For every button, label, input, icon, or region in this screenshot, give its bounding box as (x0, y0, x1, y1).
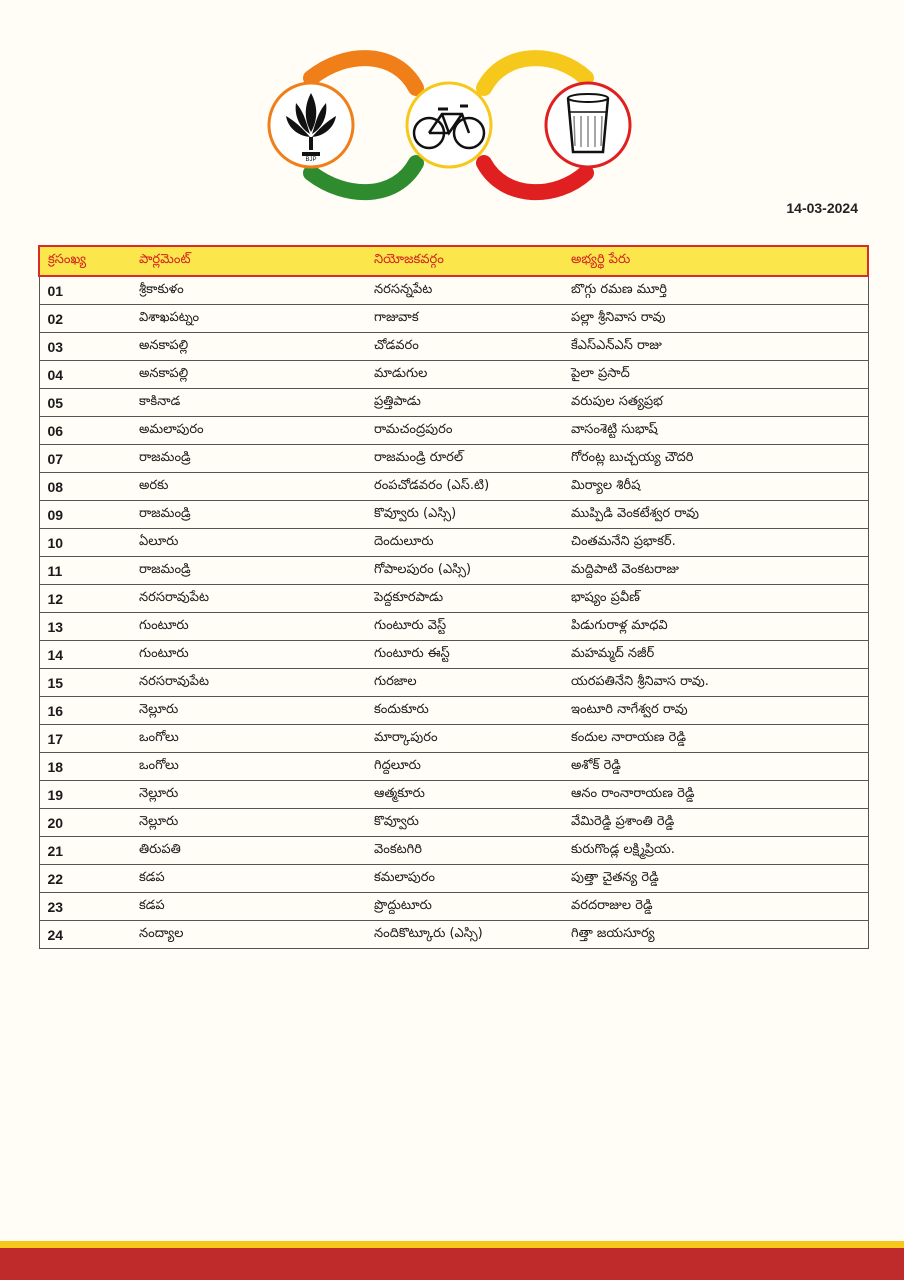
cell-candidate-name: వాసంశెట్టి సుభాష్ (563, 417, 868, 445)
table-row (39, 557, 868, 585)
cell-candidate-name: పైలా ప్రసాద్ (563, 361, 868, 389)
cell-candidate-name: బొగ్గు రమణ మూర్తి (563, 276, 868, 305)
cell-parliament: శ్రీకాకుళం (131, 276, 366, 305)
cell-parliament: నెల్లూరు (131, 697, 366, 725)
table-row (39, 276, 868, 305)
cell-parliament: నరసరావుపేట (131, 669, 366, 697)
cell-candidate-name: భాష్యం ప్రవీణ్ (563, 585, 868, 613)
cell-serial-number: 09 (39, 501, 131, 529)
cell-candidate-name: పిడుగురాళ్ల మాధవి (563, 613, 868, 641)
table-row (39, 305, 868, 333)
cell-parliament: నెల్లూరు (131, 809, 366, 837)
table-row (39, 585, 868, 613)
cell-constituency: గాజువాక (366, 305, 563, 333)
cell-candidate-name: ఆనం రాంనారాయణ రెడ్డి (563, 781, 868, 809)
cell-parliament: అరకు (131, 473, 366, 501)
table-row (39, 529, 868, 557)
table-row (39, 809, 868, 837)
cell-constituency: మాడుగుల (366, 361, 563, 389)
cell-constituency: కొవ్వూరు (366, 809, 563, 837)
cell-candidate-name: వేమిరెడ్డి ప్రశాంతి రెడ్డి (563, 809, 868, 837)
cell-parliament: గుంటూరు (131, 613, 366, 641)
cell-parliament: రాజమండ్రి (131, 557, 366, 585)
cell-parliament: రాజమండ్రి (131, 501, 366, 529)
cell-serial-number: 15 (39, 669, 131, 697)
table-row (39, 501, 868, 529)
cell-parliament: అనకాపల్లి (131, 333, 366, 361)
cell-serial-number: 13 (39, 613, 131, 641)
cell-serial-number: 18 (39, 753, 131, 781)
table-row (39, 613, 868, 641)
cell-candidate-name: వరదరాజుల రెడ్డి (563, 893, 868, 921)
cell-serial-number: 05 (39, 389, 131, 417)
table-row (39, 921, 868, 949)
cell-candidate-name: అశోక్ రెడ్డి (563, 753, 868, 781)
cell-parliament: కాకినాడ (131, 389, 366, 417)
table-row (39, 333, 868, 361)
cell-constituency: కమలాపురం (366, 865, 563, 893)
cell-parliament: ఒంగోలు (131, 753, 366, 781)
table-row (39, 641, 868, 669)
cell-constituency: వెంకటగిరి (366, 837, 563, 865)
cell-serial-number: 04 (39, 361, 131, 389)
cell-candidate-name: వరుపుల సత్యప్రభ (563, 389, 868, 417)
table-row (39, 445, 868, 473)
cell-parliament: ఒంగోలు (131, 725, 366, 753)
header-candidate-name: అభ్యర్థి పేరు (563, 246, 868, 276)
candidate-table (38, 245, 869, 949)
cell-candidate-name: కేఎస్ఎన్ఎస్ రాజు (563, 333, 868, 361)
cell-serial-number: 21 (39, 837, 131, 865)
cell-constituency: రంపచోడవరం (ఎస్.టి) (366, 473, 563, 501)
cell-constituency: ప్రొద్దుటూరు (366, 893, 563, 921)
footer-band-red (0, 1248, 904, 1280)
cell-constituency: గుంటూరు వెస్ట్ (366, 613, 563, 641)
table-row (39, 361, 868, 389)
table-row (39, 697, 868, 725)
cell-serial-number: 02 (39, 305, 131, 333)
cell-candidate-name: కురుగొండ్ల లక్ష్మిప్రియ. (563, 837, 868, 865)
cell-serial-number: 22 (39, 865, 131, 893)
table-row (39, 669, 868, 697)
cell-candidate-name: మద్దిపాటి వెంకటరాజు (563, 557, 868, 585)
cell-candidate-name: పల్లా శ్రీనివాస రావు (563, 305, 868, 333)
table-header-row (39, 246, 868, 276)
bjp-caption: BJP (305, 157, 317, 163)
header-serial-number: క్రసంఖ్య (39, 246, 131, 276)
cell-constituency: దెందులూరు (366, 529, 563, 557)
table-row (39, 473, 868, 501)
cell-parliament: నరసరావుపేట (131, 585, 366, 613)
cell-parliament: తిరుపతి (131, 837, 366, 865)
cell-parliament: కడప (131, 893, 366, 921)
table-row (39, 893, 868, 921)
cell-candidate-name: యరపతినేని శ్రీనివాస రావు. (563, 669, 868, 697)
cell-constituency: నందికొట్కూరు (ఎస్సి) (366, 921, 563, 949)
cell-serial-number: 16 (39, 697, 131, 725)
cell-serial-number: 23 (39, 893, 131, 921)
cell-parliament: నంద్యాల (131, 921, 366, 949)
cell-serial-number: 20 (39, 809, 131, 837)
cell-candidate-name: మహమ్మద్ నజీర్ (563, 641, 868, 669)
cell-parliament: అనకాపల్లి (131, 361, 366, 389)
cell-serial-number: 17 (39, 725, 131, 753)
alliance-logo (266, 48, 636, 203)
cell-candidate-name: ఇంటూరి నాగేశ్వర రావు (563, 697, 868, 725)
cell-parliament: కడప (131, 865, 366, 893)
cell-serial-number: 01 (39, 276, 131, 305)
table-body (39, 276, 868, 949)
cell-constituency: ప్రత్తిపాడు (366, 389, 563, 417)
cell-serial-number: 24 (39, 921, 131, 949)
cell-constituency: నరసన్నపేట (366, 276, 563, 305)
cell-parliament: నెల్లూరు (131, 781, 366, 809)
table-row (39, 725, 868, 753)
cell-serial-number: 19 (39, 781, 131, 809)
cell-serial-number: 12 (39, 585, 131, 613)
cell-serial-number: 14 (39, 641, 131, 669)
glass-tumbler-icon (546, 83, 630, 167)
cell-serial-number: 11 (39, 557, 131, 585)
header-parliament: పార్లమెంట్ (131, 246, 366, 276)
cell-constituency: రాజమండ్రి రూరల్ (366, 445, 563, 473)
cell-constituency: పెద్దకూరపాడు (366, 585, 563, 613)
table-row (39, 417, 868, 445)
cell-parliament: అమలాపురం (131, 417, 366, 445)
cell-candidate-name: కందుల నారాయణ రెడ్డి (563, 725, 868, 753)
table-row (39, 837, 868, 865)
cell-serial-number: 03 (39, 333, 131, 361)
cell-constituency: ఆత్మకూరు (366, 781, 563, 809)
cell-serial-number: 10 (39, 529, 131, 557)
cell-constituency: చోడవరం (366, 333, 563, 361)
cell-constituency: కందుకూరు (366, 697, 563, 725)
footer-band-yellow (0, 1241, 904, 1248)
cell-constituency: రామచంద్రపురం (366, 417, 563, 445)
cell-serial-number: 06 (39, 417, 131, 445)
table-row (39, 753, 868, 781)
cell-constituency: గుంటూరు ఈస్ట్ (366, 641, 563, 669)
cell-constituency: గురజాల (366, 669, 563, 697)
bicycle-icon (407, 83, 491, 167)
cell-serial-number: 07 (39, 445, 131, 473)
document-date: 14-03-2024 (786, 200, 858, 216)
cell-candidate-name: గిత్తా జయసూర్య (563, 921, 868, 949)
cell-constituency: గిద్దలూరు (366, 753, 563, 781)
cell-candidate-name: ముప్పిడి వెంకటేశ్వర రావు (563, 501, 868, 529)
cell-candidate-name: పుత్తా చైతన్య రెడ్డి (563, 865, 868, 893)
cell-constituency: గోపాలపురం (ఎస్సి) (366, 557, 563, 585)
cell-constituency: మార్కాపురం (366, 725, 563, 753)
cell-parliament: ఏలూరు (131, 529, 366, 557)
table-row (39, 865, 868, 893)
header-constituency: నియోజకవర్గం (366, 246, 563, 276)
cell-parliament: గుంటూరు (131, 641, 366, 669)
table-row (39, 781, 868, 809)
cell-parliament: రాజమండ్రి (131, 445, 366, 473)
lotus-icon (269, 83, 353, 167)
cell-candidate-name: చింతమనేని ప్రభాకర్. (563, 529, 868, 557)
cell-parliament: విశాఖపట్నం (131, 305, 366, 333)
table-row (39, 389, 868, 417)
cell-constituency: కొవ్వూరు (ఎస్సి) (366, 501, 563, 529)
cell-candidate-name: మిర్యాల శిరీష (563, 473, 868, 501)
cell-candidate-name: గోరంట్ల బుచ్చయ్య చౌదరి (563, 445, 868, 473)
cell-serial-number: 08 (39, 473, 131, 501)
